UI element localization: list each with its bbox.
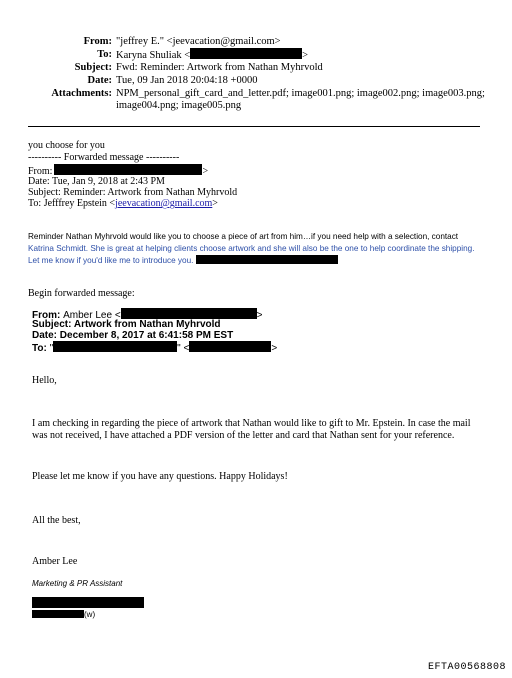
header-date-label: Date: [87,75,112,86]
redaction-block [32,597,144,608]
reminder-paragraph: Reminder Nathan Myhrvold would like you to choose a piece of art from him…if you need help with a selection, contact Katrina Schmidt. She is great at helping clients choose artwork and she will also be the one to help coordinate the shipping. Let me know if you'd like me to introduce you. [28,232,475,265]
body-greeting: Hello, [32,375,57,386]
redaction-block [121,308,257,319]
begin-forwarded-label: Begin forwarded message: [28,288,135,299]
header-to-value: Karyna Shuliak < > [116,50,309,61]
forward-marker: ---------- Forwarded message ---------- [28,152,180,163]
body-paragraph-2: Please let me know if you have any questions. Happy Holidays! [32,471,288,482]
body-paragraph-1: I am checking in regarding the piece of artwork that Nathan would like to gift to Mr. Epstein. In case the mail was not received, I have attached a PDF version of the letter and card that Nathan sent for your reference. [32,418,471,441]
signature-name: Amber Lee [32,556,78,567]
inner-date-line: Date: December 8, 2017 at 6:41:58 PM EST [32,330,234,341]
document-id: EFTA00568808 [428,662,507,673]
signature-title: Marketing & PR Assistant [32,579,123,588]
signature-phone-line: (w) [32,609,95,621]
email-link[interactable]: jeevacation@gmail.com [115,198,213,209]
inner-subject-line: Subject: Artwork from Nathan Myhrvold [32,319,221,330]
forward-from-line: From: > [28,166,209,177]
header-date-value: Tue, 09 Jan 2018 20:04:18 +0000 [116,75,258,86]
header-from-label: From: [83,36,112,47]
redaction-block [53,341,177,352]
redaction-block [196,255,338,264]
redaction-block [189,341,271,352]
redaction-block [54,164,202,175]
forward-to-line: To: Jefffrey Epstein <jeevacation@gmail.com> [28,198,218,209]
inner-from-line: From: Amber Lee < > [32,310,263,321]
header-subject-label: Subject: [74,62,112,73]
redaction-block [190,48,302,59]
forward-date-line: Date: Tue, Jan 9, 2018 at 2:43 PM [28,176,165,187]
header-from-value: "jeffrey E." <jeevacation@gmail.com> [116,36,281,47]
forward-intro: you choose for you [28,140,105,151]
header-attachments-label: Attachments: [51,88,112,99]
header-subject-value: Fwd: Reminder: Artwork from Nathan Myhrvold [116,62,323,73]
header-divider [28,126,480,127]
header-to-label: To: [97,49,112,60]
header-attachments-line2: image004.png; image005.png [116,100,242,111]
header-attachments-line1: NPM_personal_gift_card_and_letter.pdf; image001.png; image002.png; image003.png; [116,88,485,99]
forward-subject-line: Subject: Reminder: Artwork from Nathan Myhrvold [28,187,238,198]
body-closing: All the best, [32,515,81,526]
redaction-block [32,610,84,618]
inner-to-line: To: " " < > [32,343,278,354]
